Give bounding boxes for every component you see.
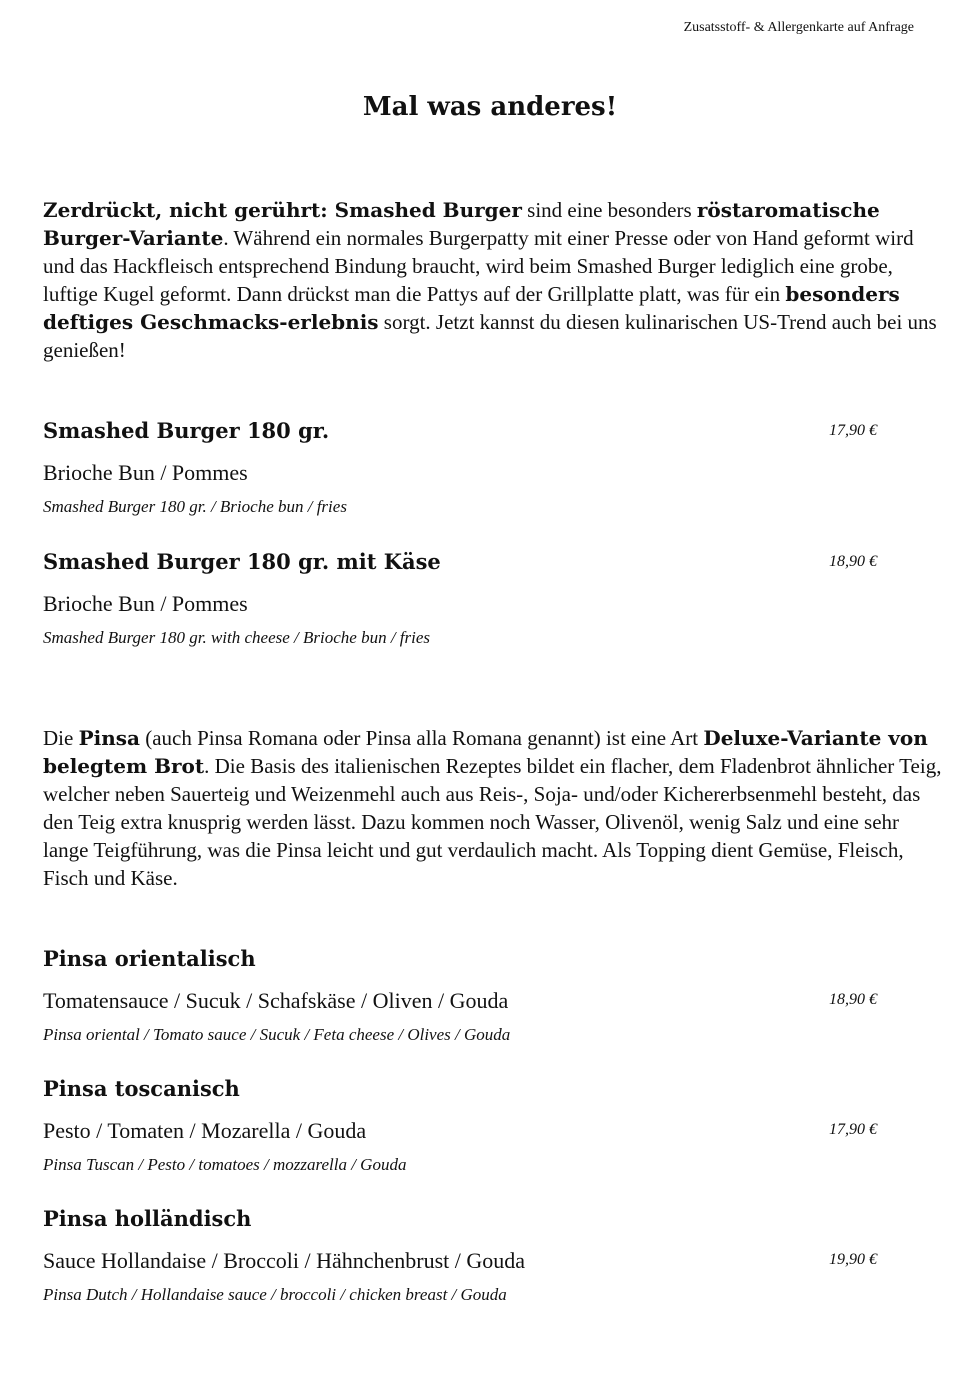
allergen-note: Zusatsstoff- & Allergenkarte auf Anfrage <box>683 20 914 35</box>
item-translation: Pinsa Tuscan / Pesto / tomatoes / mozzarella / Gouda <box>43 1155 407 1174</box>
item-description: Brioche Bun / Pommes <box>43 591 248 616</box>
item-translation: Smashed Burger 180 gr. / Brioche bun / fries <box>43 497 347 516</box>
pinsa-intro: Die Pinsa (auch Pinsa Romana oder Pinsa alla Romana genannt) ist eine Art Deluxe-Variante von belegtem Brot. Die Basis des italienischen Rezeptes bildet ein flacher, dem Fladenbrot ähnlicher Teig, welcher neben Sauerteig und Weizenmehl auch aus Reis-, Soja- und/oder Kichererbsenmehl besteht, das den Teig extra knusprig werden lässt. Dazu kommen noch Wasser, Olivenöl, wenig Salz und eine sehr lange Teigführung, was die Pinsa leicht und gut verdaulich macht. Als Topping dient Gemüse, Fleisch, Fisch und Käse. <box>43 726 942 890</box>
item-description: Pesto / Tomaten / Mozarella / Gouda <box>43 1118 367 1143</box>
menu-item-smashed-burger <box>43 416 883 520</box>
item-name: Pinsa holländisch <box>43 1206 252 1231</box>
item-description: Tomatensauce / Sucuk / Schafskäse / Oliven / Gouda <box>43 988 509 1013</box>
item-description: Sauce Hollandaise / Broccoli / Hähnchenbrust / Gouda <box>43 1248 526 1273</box>
item-translation: Pinsa oriental / Tomato sauce / Sucuk / Feta cheese / Olives / Gouda <box>43 1025 511 1044</box>
item-price: 18,90 € <box>829 991 877 1008</box>
item-translation: Smashed Burger 180 gr. with cheese / Brioche bun / fries <box>43 628 431 647</box>
menu-item-pinsa-toscanisch <box>43 1074 883 1178</box>
item-name: Smashed Burger 180 gr. <box>43 418 330 443</box>
page-title: Mal was anderes! <box>362 92 618 122</box>
item-price: 17,90 € <box>829 422 877 439</box>
item-name: Pinsa orientalisch <box>43 946 256 971</box>
item-translation: Pinsa Dutch / Hollandaise sauce / broccoli / chicken breast / Gouda <box>43 1285 507 1304</box>
item-price: 17,90 € <box>829 1121 877 1138</box>
burger-intro: Zerdrückt, nicht gerührt: Smashed Burger sind eine besonders röstaromatische Burger-Variante. Während ein normales Burgerpatty mit einer Presse oder von Hand geformt wird und das Hackfleisch entsprechend Bindung braucht, wird beim Smashed Burger lediglich eine grobe, luftige Kugel geformt. Dann drückst man die Pattys auf der Grillplatte platt, was für ein besonders deftiges Geschmacks-erlebnis sorgt. Jetzt kannst du diesen kulinarischen US-Trend auch bei uns genießen! <box>43 198 937 362</box>
item-name: Smashed Burger 180 gr. mit Käse <box>43 549 441 574</box>
item-name: Pinsa toscanisch <box>43 1076 240 1101</box>
menu-item-pinsa-orientalisch <box>43 944 883 1048</box>
item-price: 18,90 € <box>829 553 877 570</box>
item-price: 19,90 € <box>829 1251 877 1268</box>
menu-item-pinsa-hollaendisch <box>43 1204 883 1308</box>
menu-item-smashed-burger-cheese <box>43 547 883 651</box>
item-description: Brioche Bun / Pommes <box>43 460 248 485</box>
